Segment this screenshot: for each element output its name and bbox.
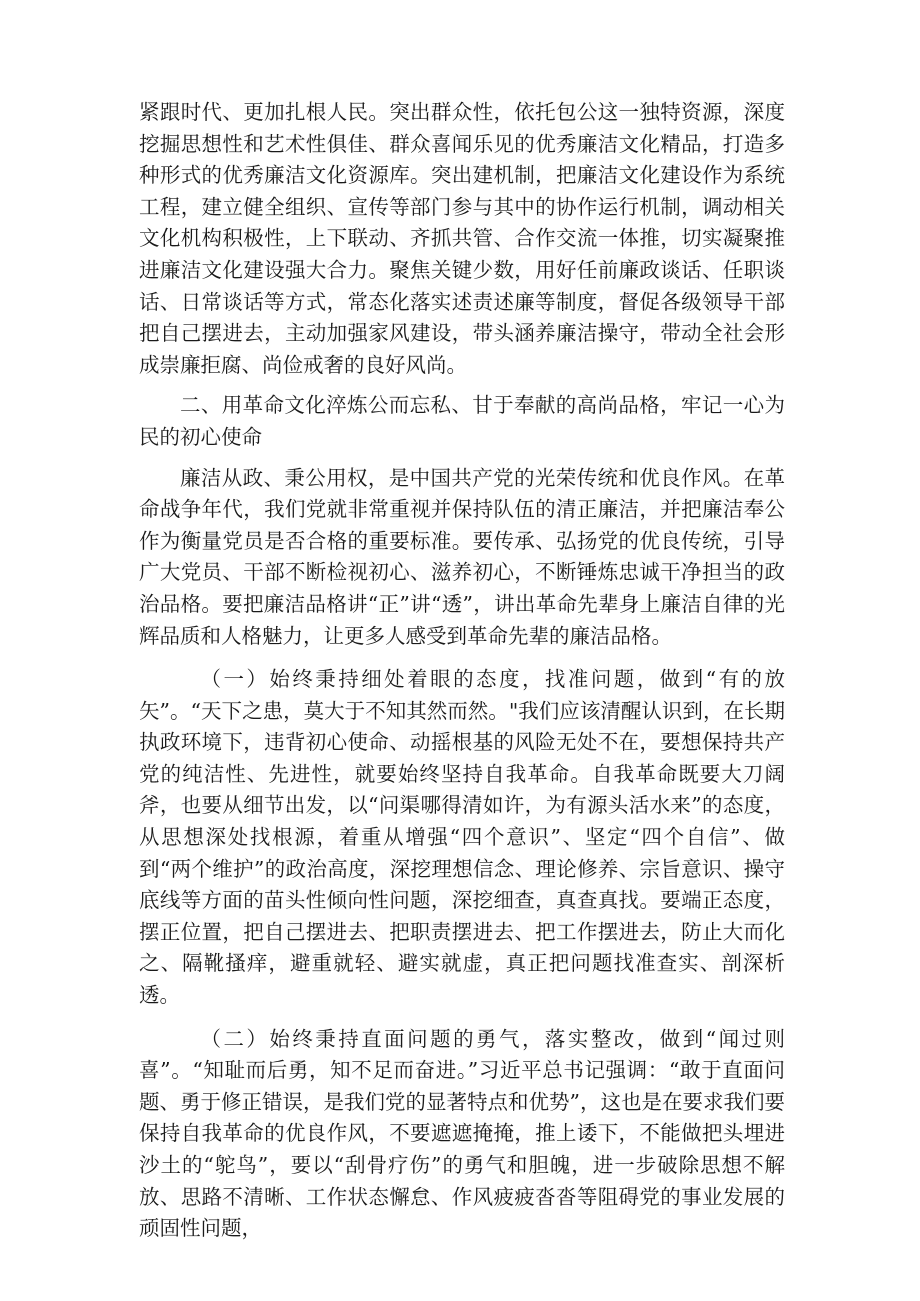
paragraph-continued: 紧跟时代、更加扎根人民。突出群众性，依托包公这一独特资源，深度挖掘思想性和艺术性俱佳、群众喜闻乐见的优秀廉洁文化精品，打造多种形式的优秀廉洁文化资源库。突出建机制，把廉洁文化建设作为系统工程，建立健全组织、宣传等部门参与其中的协作运行机制，调动相关文化机构积极性，上下联动、齐抓共管、合作交流一体推，切实凝聚推进廉洁文化建设强大合力。聚焦关键少数，用好任前廉政谈话、任职谈话、日常谈话等方式，常态化落实述责述廉等制度，督促各级领导干部把自己摆进去，主动加强家风建设，带头涵养廉洁操守，带动全社会形成崇廉拒腐、尚俭戒奢的良好风尚。 (139, 100, 785, 377)
subsection-1-paragraph: （一）始终秉持细处着眼的态度，找准问题，做到“有的放矢”。“天下之患，莫大于不知其然而然。"我们应该清醒认识到，在长期执政环境下，违背初心使命、动摇根基的风险无处不在，要想保持共产党的纯洁性、先进性，就要始终坚持自我革命。自我革命既要大刀阔斧，也要从细节出发，以“问渠哪得清如许，为有源头活水来”的态度，从思想深处找根源，着重从增强“四个意识”、坚定“四个自信”、做到“两个维护”的政治高度，深挖理想信念、理论修养、宗旨意识、操守底线等方面的苗头性倾向性问题，深挖细查，真查真找。要端正态度，摆正位置，把自己摆进去、把职责摆进去、把工作摆进去，防止大而化之、隔靴搔痒，避重就轻、避实就虚，真正把问题找准查实、剖深析透。 (139, 667, 785, 1008)
paragraph-integrity: 廉洁从政、秉公用权，是中国共产党的光荣传统和优良作风。在革命战争年代，我们党就非常重视并保持队伍的清正廉洁，并把廉洁奉公作为衡量党员是否合格的重要标准。要传承、弘扬党的优良传统，引导广大党员、干部不断检视初心、滋养初心，不断锤炼忠诚干净担当的政治品格。要把廉洁品格讲“正”讲“透”，讲出革命先辈身上廉洁自律的光辉品质和人格魅力，让更多人感受到革命先辈的廉洁品格。 (139, 465, 785, 648)
section-heading-2: 二、用革命文化淬炼公而忘私、甘于奉献的高尚品格，牢记一心为民的初心使命 (139, 393, 785, 449)
document-body (139, 97, 785, 1245)
subsection-2-paragraph: （二）始终秉持直面问题的勇气，落实整改，做到“闻过则喜”。“知耻而后勇，知不足而奋进。”习近平总书记强调：“敢于直面问题、勇于修正错误，是我们党的显著特点和优势”，这也是在要求我们要保持自我革命的优良作风，不要遮遮掩掩，推上诿下，不能做把头埋进沙土的“鸵鸟”，要以“刮骨疗伤”的勇气和胆魄，进一步破除思想不解放、思路不清晰、工作状态懈怠、作风疲疲沓沓等阻碍党的事业发展的顽固性问题， (139, 1026, 785, 1241)
